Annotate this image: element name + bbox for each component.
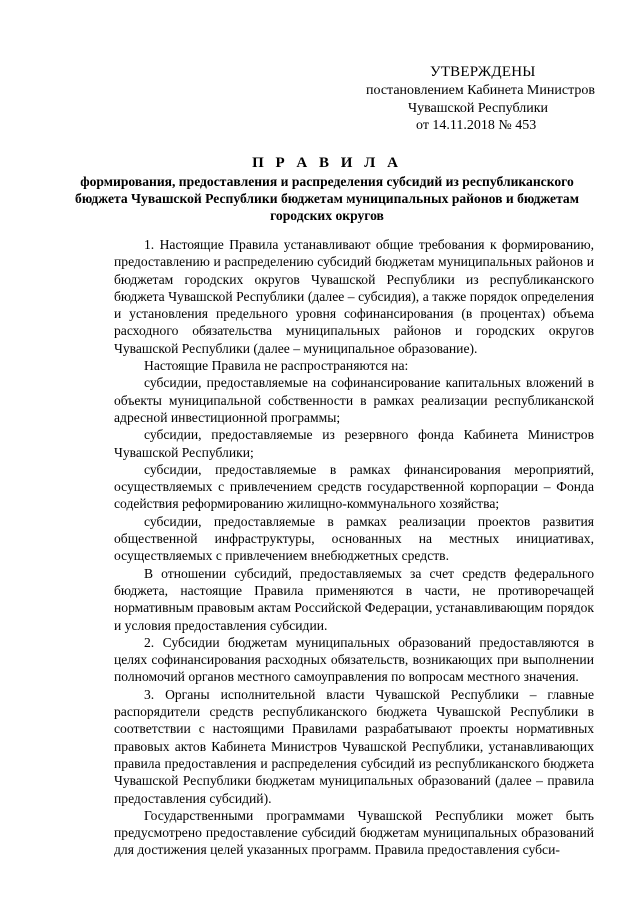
approval-title: УТВЕРЖДЕНЫ: [430, 64, 536, 80]
approval-line-3: от 14.11.2018 № 453: [416, 118, 537, 133]
approval-stamp: [366, 62, 616, 135]
paragraph-2: Настоящие Правила не распространяются на:: [144, 358, 409, 374]
paragraph-1: 1. Настоящие Правила устанавливают общие требования к формированию, предоставлению и распределению субсидий бюджетам муниципальных районов и бюджетам городских округов Чувашской Республики из республиканского бюджета Чувашской Республики (далее – субсидия), а также порядок определения и установления предельного уровня софинансирования (в процентах) объема расходного обязательства муниципальных районов и городских округов Чувашской Республики (далее – муниципальное образование).: [114, 237, 594, 356]
approval-line-2: Чувашской Республики: [408, 100, 549, 116]
paragraph-8: 2. Субсидии бюджетам муниципальных образований предоставляются в целях софинансирования расходных обязательств, возникающих при выполнении полномочий органов местного самоуправления по вопросам местного значения.: [114, 634, 594, 685]
paragraph-3: субсидии, предоставляемые на софинансирование капитальных вложений в объекты муниципальной собственности в рамках реализации республиканской адресной инвестиционной программы;: [114, 375, 594, 425]
rules-title: П Р А В И Л А: [252, 155, 402, 171]
paragraph-9: 3. Органы исполнительной власти Чувашской Республики – главные распорядители средств республиканского бюджета Чувашской Республики в соответствии с настоящими Правилами разрабатывают проекты нормативных правовых актов Кабинета Министров Чувашской Республики, устанавливающих правила предоставления и распределения субсидий из республиканского бюджета Чувашской Республики бюджетам муниципальных образований (далее – правила предоставления субсидий).: [114, 686, 594, 806]
paragraph-10: Государственными программами Чувашской Республики может быть предусмотрено предоставление субсидий бюджетам муниципальных образований для достижения целей указанных программ. Правила предоставления субси-: [114, 807, 594, 858]
paragraph-7: В отношении субсидий, предоставляемых за счет средств федерального бюджета, настоящие Правила применяются в части, не противоречащей нормативным правовым актам Российской Федерации, устанавливающим порядок и условия предоставления субсидии.: [114, 565, 594, 633]
document-body: [114, 236, 594, 859]
approval-line-1: постановлением Кабинета Министров: [366, 83, 595, 98]
paragraph-4: субсидии, предоставляемые из резервного фонда Кабинета Министров Чувашской Республики;: [114, 427, 594, 460]
paragraph-5: субсидии, предоставляемые в рамках финансирования мероприятий, осуществляемых с привлечением средств государственной корпорации – Фонда содействия реформированию жилищно-коммунального хозяйства;: [114, 461, 594, 512]
rules-subtitle: формирования, предоставления и распределения субсидий из республиканского бюджета Чувашской Республики бюджетам муниципальных районов и бюджетам городских округов: [75, 174, 579, 223]
paragraph-6: субсидии, предоставляемые в рамках реализации проектов развития общественной инфраструктуры, основанных на местных инициативах, осуществляемых с привлечением внебюджетных средств.: [114, 513, 594, 564]
